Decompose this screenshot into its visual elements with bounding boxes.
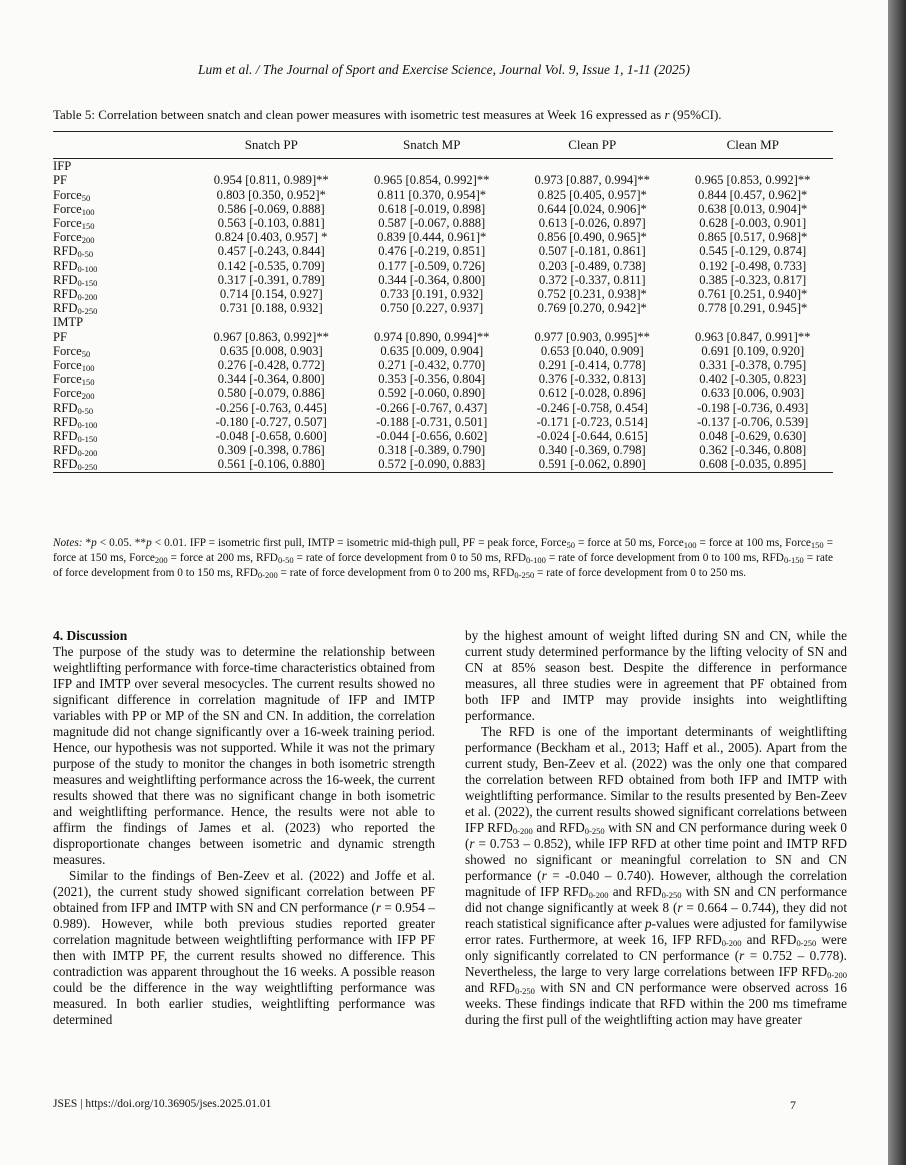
- row-label: [53, 188, 191, 202]
- table-cell: 0.385 [-0.323, 0.817]: [699, 272, 807, 287]
- table-cell: 0.507 [-0.181, 0.861]: [538, 244, 646, 259]
- row-label-subscript: 0-200: [77, 448, 98, 459]
- table-cell: 0.731 [0.188, 0.932]: [219, 301, 323, 316]
- notes-text: = rate of force development from 0 to 100 ms, RFD: [545, 552, 784, 564]
- table-row: [53, 415, 833, 429]
- table-row: [53, 273, 833, 287]
- row-label-subscript: 0-150: [77, 277, 98, 288]
- para-text: = 0.752 – 0.778). Nevertheless, the large to very large correlations between IFP RFD: [465, 948, 847, 979]
- table-cell: 0.142 [-0.535, 0.709]: [217, 258, 325, 273]
- para-italic: r: [739, 948, 745, 963]
- table-cell: 0.376 [-0.332, 0.813]: [538, 372, 646, 387]
- table-cell: -0.198 [-0.736, 0.493]: [697, 400, 809, 415]
- notes-text: = force at 150 ms, Force: [53, 537, 833, 564]
- table-cell: -0.137 [-0.706, 0.539]: [697, 414, 809, 429]
- table-cell: 0.048 [-0.629, 0.630]: [699, 429, 807, 444]
- table-row: [53, 230, 833, 244]
- section-heading: 4. Discussion: [53, 628, 128, 643]
- table-cell: 0.653 [0.040, 0.909]: [540, 343, 644, 358]
- table-cell: 0.340 [-0.369, 0.798]: [538, 443, 646, 458]
- row-label: [53, 401, 191, 415]
- para-italic: r: [541, 868, 547, 883]
- header-snatch-mp: Snatch MP: [352, 132, 513, 159]
- row-label-base: RFD: [53, 301, 78, 316]
- group-row-ifp: [53, 159, 833, 174]
- left-column: [53, 628, 435, 1028]
- table-cell: 0.372 [-0.337, 0.811]: [538, 272, 646, 287]
- para-text: and RFD: [741, 932, 797, 947]
- table-cell: 0.714 [0.154, 0.927]: [219, 287, 323, 302]
- discussion-paragraph-2: [53, 868, 435, 1028]
- para-subscript: 0-200: [588, 890, 609, 900]
- para-text: -values were adjusted for familywise error rates. Furthermore, at week 16, IFP RFD: [465, 916, 847, 947]
- table-body: [53, 159, 833, 472]
- table-cell: 0.856 [0.490, 0.965]*: [537, 230, 647, 245]
- row-label: [53, 259, 191, 273]
- row-label: [53, 301, 191, 315]
- row-label: [53, 429, 191, 443]
- row-label: [53, 372, 191, 386]
- row-label-subscript: 0-150: [77, 434, 98, 445]
- table-cell: 0.839 [0.444, 0.961]*: [377, 230, 487, 245]
- notes-subscript: 0-200: [257, 570, 278, 580]
- table-row: [53, 443, 833, 457]
- table-cell: 0.691 [0.109, 0.920]: [701, 343, 805, 358]
- row-label: [53, 330, 191, 344]
- table-row: [53, 358, 833, 372]
- row-label-subscript: 200: [81, 235, 95, 246]
- table-row: [53, 259, 833, 273]
- para-subscript: 0-200: [512, 826, 533, 836]
- header-blank: [53, 132, 191, 159]
- row-label-subscript: 0-250: [77, 306, 98, 317]
- table-cell: 0.318 [-0.389, 0.790]: [378, 443, 486, 458]
- table-cell: 0.402 [-0.305, 0.823]: [699, 372, 807, 387]
- caption-suffix: (95%CI).: [669, 107, 722, 122]
- footer-doi: JSES | https://doi.org/10.36905/jses.2025.01.01: [53, 1098, 272, 1110]
- table-cell: 0.825 [0.405, 0.957]*: [537, 187, 647, 202]
- table-cell: -0.266 [-0.767, 0.437]: [376, 400, 488, 415]
- table-cell: 0.476 [-0.219, 0.851]: [378, 244, 486, 259]
- table-row: [53, 372, 833, 386]
- row-label-subscript: 0-100: [77, 419, 98, 430]
- row-label-base: Force: [53, 230, 82, 245]
- notes-italic: p: [146, 537, 152, 549]
- table-cell: 0.331 [-0.378, 0.795]: [699, 358, 807, 373]
- table-cell: 0.977 [0.903, 0.995]**: [534, 329, 650, 344]
- table-cell: 0.309 [-0.398, 0.786]: [217, 443, 325, 458]
- row-label-subscript: 100: [81, 206, 95, 217]
- row-label-subscript: 0-250: [77, 462, 98, 473]
- notes-text: = rate of force development from 0 to 150 ms, RFD: [53, 552, 833, 579]
- para-subscript: 0-250: [584, 826, 605, 836]
- table-cell: 0.644 [0.024, 0.906]*: [537, 201, 647, 216]
- table-cell: 0.974 [0.890, 0.994]**: [374, 329, 490, 344]
- row-label: [53, 457, 191, 472]
- table-cell: 0.973 [0.887, 0.994]**: [534, 173, 650, 188]
- discussion-paragraph-4: [465, 724, 847, 1028]
- row-label-base: Force: [53, 187, 82, 202]
- row-label: [53, 230, 191, 244]
- row-label-subscript: 150: [81, 377, 95, 388]
- notes-subscript: 100: [683, 540, 697, 550]
- row-label-base: RFD: [53, 244, 78, 259]
- row-label: [53, 386, 191, 400]
- table-header-row: [53, 132, 833, 159]
- table-cell: 0.963 [0.847, 0.991]**: [695, 329, 811, 344]
- row-label-subscript: 50: [81, 348, 91, 359]
- notes-subscript: 200: [154, 555, 168, 565]
- table-cell: -0.256 [-0.763, 0.445]: [215, 400, 327, 415]
- row-label: [53, 202, 191, 216]
- table-cell: 0.965 [0.853, 0.992]**: [695, 173, 811, 188]
- row-label-subscript: 100: [81, 363, 95, 374]
- group-label: IFP: [53, 159, 72, 174]
- para-italic: r: [677, 900, 683, 915]
- row-label-base: RFD: [53, 258, 78, 273]
- notes-subscript: 150: [810, 540, 824, 550]
- table-cell: 0.344 [-0.364, 0.800]: [378, 272, 486, 287]
- table-cell: 0.362 [-0.346, 0.808]: [699, 443, 807, 458]
- row-label-base: Force: [53, 216, 82, 231]
- table-cell: 0.561 [-0.106, 0.880]: [191, 457, 352, 472]
- row-label-base: RFD: [53, 287, 78, 302]
- discussion-paragraph-3: by the highest amount of weight lifted during SN and CN, while the current study determined performance by the lifting velocity of SN and CN at 85% season best. Despite the difference in performance measures, all three studies were in agreement that PF obtained from both IFP and IMTP may provide insights into weightlifting performance.: [465, 628, 847, 723]
- para-subscript: 0-200: [827, 970, 847, 980]
- table-cell: 0.761 [0.251, 0.940]*: [698, 287, 808, 302]
- table-cell: 0.457 [-0.243, 0.844]: [217, 244, 325, 259]
- table-row: [53, 401, 833, 415]
- row-label-base: RFD: [53, 457, 78, 472]
- row-label-base: Force: [53, 343, 82, 358]
- row-label: [53, 216, 191, 230]
- table-cell: -0.188 [-0.731, 0.501]: [376, 414, 488, 429]
- para-text: with SN and CN performance during week 0 (: [465, 820, 847, 851]
- row-label: [53, 415, 191, 429]
- row-label-subscript: 0-200: [77, 292, 98, 303]
- caption-prefix: Table 5: Correlation between snatch and clean power measures with isometric test measures at Week 16 expressed as: [53, 107, 665, 122]
- para2-part-a: Similar to the findings of Ben-Zeev et al. (2022) and Joffe et al. (2021), the current study showed significant correlation between PF obtained from IFP and IMTP with SN and CN performance (: [53, 868, 435, 915]
- table-cell: 0.572 [-0.090, 0.883]: [352, 457, 513, 472]
- row-label-base: Force: [53, 386, 82, 401]
- row-label-subscript: 150: [81, 221, 95, 232]
- para-subscript: 0-250: [661, 890, 682, 900]
- table-cell: 0.733 [0.191, 0.932]: [380, 287, 484, 302]
- para-subscript: 0-200: [721, 938, 742, 948]
- row-label: [53, 173, 191, 187]
- row-label-subscript: 200: [81, 391, 95, 402]
- table-cell: -0.044 [-0.656, 0.602]: [376, 429, 488, 444]
- table-cell: 0.865 [0.517, 0.968]*: [698, 230, 808, 245]
- table-cell: 0.750 [0.227, 0.937]: [380, 301, 484, 316]
- table-cell: 0.769 [0.270, 0.942]*: [537, 301, 647, 316]
- table-cell: 0.591 [-0.062, 0.890]: [512, 457, 673, 472]
- table-caption: [53, 107, 853, 123]
- row-label: [53, 443, 191, 457]
- table-cell: -0.246 [-0.758, 0.454]: [536, 400, 648, 415]
- table-row: [53, 330, 833, 344]
- row-label-base: RFD: [53, 443, 78, 458]
- para-text: = 0.753 – 0.852), while IFP RFD at other time point and IMTP RFD showed no significant or meaningful correlation to SN and CN performance (: [465, 836, 847, 883]
- table-cell: 0.635 [0.009, 0.904]: [380, 343, 484, 358]
- notes-text: = force at 100 ms, Force: [696, 537, 811, 549]
- table-cell: 0.203 [-0.489, 0.738]: [538, 258, 646, 273]
- running-head: Lum et al. / The Journal of Sport and Exercise Science, Journal Vol. 9, Issue 1, 1-11 (2025): [198, 62, 690, 77]
- table-cell: 0.635 [0.008, 0.903]: [219, 343, 323, 358]
- para2-part-b: = 0.954 – 0.989). However, while both previous studies reported greater correlation magnitude between weightlifting performance with IFP PF then with IMTP PF, the current results showed no difference. This contradiction was apparent throughout the 16 weeks. A possible reason could be the difference in the way weightlifting performance was measured. In both earlier studies, weightlifting performance was determined: [53, 900, 435, 1027]
- row-label-base: RFD: [53, 429, 78, 444]
- para-text: with SN and CN performance were observed across 16 weeks. These findings indicate that RFD within the 200 ms timeframe during the first pull of the weightlifting action may have greater: [465, 980, 847, 1027]
- row-label-subscript: 50: [81, 192, 91, 203]
- correlation-table: [53, 131, 833, 473]
- table-cell: 0.344 [-0.364, 0.800]: [217, 372, 325, 387]
- row-label: [53, 344, 191, 358]
- row-label-subscript: 0-50: [77, 405, 94, 416]
- para-italic: p: [645, 916, 652, 931]
- para-subscript: 0-250: [515, 986, 535, 996]
- row-label: [53, 358, 191, 372]
- discussion-paragraph-1: The purpose of the study was to determine the relationship between weightlifting performance with force-time characteristics obtained from IFP and IMTP over several mesocycles. The current results showed no significant difference in correlation magnitude of IFP and IMTP variables with PP or MP of the SN and CN. In addition, the correlation magnitude did not change significantly over a 16-week training period. Hence, our hypothesis was not supported. While it was not the primary purpose of the study to monitor the changes in both isometric strength measures and weightlifting performance across the 16-week, the current results showed that there was no significant change in both isometric and weightlifting performance. Hence, the results were not able to affirm the findings of James et al. (2023) who reported the disproportionate changes between isometric and dynamic strength measures.: [53, 644, 435, 867]
- table-cell: 0.824 [0.403, 0.957] *: [215, 230, 328, 245]
- notes-subscript: 0-250: [514, 570, 535, 580]
- table-row: [53, 301, 833, 315]
- para-subscript: 0-250: [796, 938, 817, 948]
- para-italic: r: [469, 836, 475, 851]
- table-cell: 0.271 [-0.432, 0.770]: [378, 358, 486, 373]
- row-label-subscript: 0-50: [77, 249, 94, 260]
- para-text: The RFD is one of the important determinants of weightlifting performance (Beckham et al., 2013; Haff et al., 2005). Apart from the current study, Ben-Zeev et al. (2022) was the only one that compared the correlation between RFD obtained from both IFP and IMTP with weightlifting performance. Similar to the results presented by Ben-Zeev et al. (2022), the current results showed significant correlations between IFP RFD: [465, 724, 847, 835]
- row-label-subscript: 0-100: [77, 263, 98, 274]
- table-cell: 0.752 [0.231, 0.938]*: [537, 287, 647, 302]
- para-text: = -0.040 – 0.740). However, although the correlation magnitude of IFP RFD: [465, 868, 847, 899]
- table-row: [53, 386, 833, 400]
- para-text: and RFD: [608, 884, 662, 899]
- row-label: [53, 273, 191, 287]
- table-cell: -0.048 [-0.658, 0.600]: [215, 429, 327, 444]
- table-cell: -0.171 [-0.723, 0.514]: [536, 414, 648, 429]
- notes-subscript: 0-100: [526, 555, 546, 565]
- table-row: [53, 202, 833, 216]
- table-cell: 0.803 [0.350, 0.952]*: [216, 187, 326, 202]
- notes-text: < 0.05. **: [96, 537, 147, 549]
- page-number: 7: [790, 1098, 796, 1112]
- table-row: [53, 173, 833, 187]
- table-row: [53, 287, 833, 301]
- header-clean-mp: Clean MP: [673, 132, 834, 159]
- table-cell: 0.967 [0.863, 0.992]**: [213, 329, 329, 344]
- table-cell: 0.291 [-0.414, 0.778]: [538, 358, 646, 373]
- table-cell: 0.353 [-0.356, 0.804]: [378, 372, 486, 387]
- para2-r: r: [375, 900, 381, 915]
- notes-text: = rate of force development from 0 to 200 ms, RFD: [277, 567, 515, 579]
- table-cell: 0.965 [0.854, 0.992]**: [374, 173, 490, 188]
- notes-text: = rate of force development from 0 to 250 ms.: [534, 567, 747, 579]
- group-row-imtp: [53, 315, 833, 329]
- notes-italic: p: [91, 537, 97, 549]
- table-cell: 0.844 [0.457, 0.962]*: [698, 187, 808, 202]
- para-text: were only significantly correlated to CN performance (: [465, 932, 848, 963]
- notes-subscript: 0-150: [783, 555, 804, 565]
- table-cell: 0.633 [0.006, 0.903]: [701, 386, 805, 401]
- notes-text: = force at 200 ms, RFD: [167, 552, 278, 564]
- row-label-base: Force: [53, 358, 82, 373]
- table-cell: 0.811 [0.370, 0.954]*: [377, 187, 487, 202]
- notes-text: *: [82, 537, 92, 549]
- row-label-base: PF: [53, 173, 68, 188]
- table-cell: 0.628 [-0.003, 0.901]: [699, 216, 807, 231]
- table-cell: 0.618 [-0.019, 0.898]: [378, 201, 486, 216]
- notes-subscript: 0-50: [277, 555, 294, 565]
- table-row: [53, 457, 833, 472]
- header-snatch-pp: Snatch PP: [191, 132, 352, 159]
- table-row: [53, 216, 833, 230]
- page-edge-shadow: [888, 0, 906, 1165]
- notes-text: = force at 50 ms, Force: [575, 537, 684, 549]
- para-text: = 0.664 – 0.744), they did not reach statistical significance after: [465, 900, 847, 931]
- para-text: and RFD: [465, 980, 516, 995]
- table-notes: [53, 536, 833, 581]
- para-text: and RFD: [532, 820, 585, 835]
- table-cell: 0.638 [0.013, 0.904]*: [698, 201, 808, 216]
- table-cell: 0.592 [-0.060, 0.890]: [378, 386, 486, 401]
- row-label-base: Force: [53, 372, 82, 387]
- row-label-base: RFD: [53, 414, 78, 429]
- right-column: [465, 628, 847, 1028]
- group-label: IMTP: [53, 315, 84, 330]
- table-cell: 0.586 [-0.069, 0.888]: [217, 201, 325, 216]
- table-row: [53, 344, 833, 358]
- notes-text: < 0.01. IFP = isometric first pull, IMTP = isometric mid-thigh pull, PF = peak force, Force: [151, 537, 567, 549]
- caption-r: r: [664, 107, 670, 122]
- table-cell: -0.024 [-0.644, 0.615]: [536, 429, 648, 444]
- table-cell: 0.612 [-0.028, 0.896]: [538, 386, 646, 401]
- table-cell: 0.317 [-0.391, 0.789]: [217, 272, 325, 287]
- row-label-base: Force: [53, 201, 82, 216]
- table-cell: 0.276 [-0.428, 0.772]: [217, 358, 325, 373]
- table-cell: 0.954 [0.811, 0.989]**: [213, 173, 329, 188]
- table-row: [53, 429, 833, 443]
- table-cell: 0.563 [-0.103, 0.881]: [217, 216, 325, 231]
- table-cell: -0.180 [-0.727, 0.507]: [215, 414, 327, 429]
- table-row: [53, 244, 833, 258]
- notes-text: = rate of force development from 0 to 50 ms, RFD: [293, 552, 527, 564]
- table-cell: 0.177 [-0.509, 0.726]: [378, 258, 486, 273]
- table-row: [53, 188, 833, 202]
- table-cell: 0.778 [0.291, 0.945]*: [698, 301, 808, 316]
- row-label: [53, 244, 191, 258]
- table-cell: 0.608 [-0.035, 0.895]: [673, 457, 834, 472]
- table-cell: 0.613 [-0.026, 0.897]: [538, 216, 646, 231]
- row-label-base: PF: [53, 329, 68, 344]
- table-cell: 0.587 [-0.067, 0.888]: [378, 216, 486, 231]
- table-cell: 0.545 [-0.129, 0.874]: [699, 244, 807, 259]
- row-label-base: RFD: [53, 400, 78, 415]
- notes-subscript: 50: [566, 540, 575, 550]
- header-clean-pp: Clean PP: [512, 132, 673, 159]
- notes-label: Notes:: [53, 537, 83, 549]
- table-cell: 0.580 [-0.079, 0.886]: [217, 386, 325, 401]
- para-text: with SN and CN performance did not change significantly at week 8 (: [465, 884, 847, 915]
- table-cell: 0.192 [-0.498, 0.733]: [699, 258, 807, 273]
- row-label-base: RFD: [53, 272, 78, 287]
- row-label: [53, 287, 191, 301]
